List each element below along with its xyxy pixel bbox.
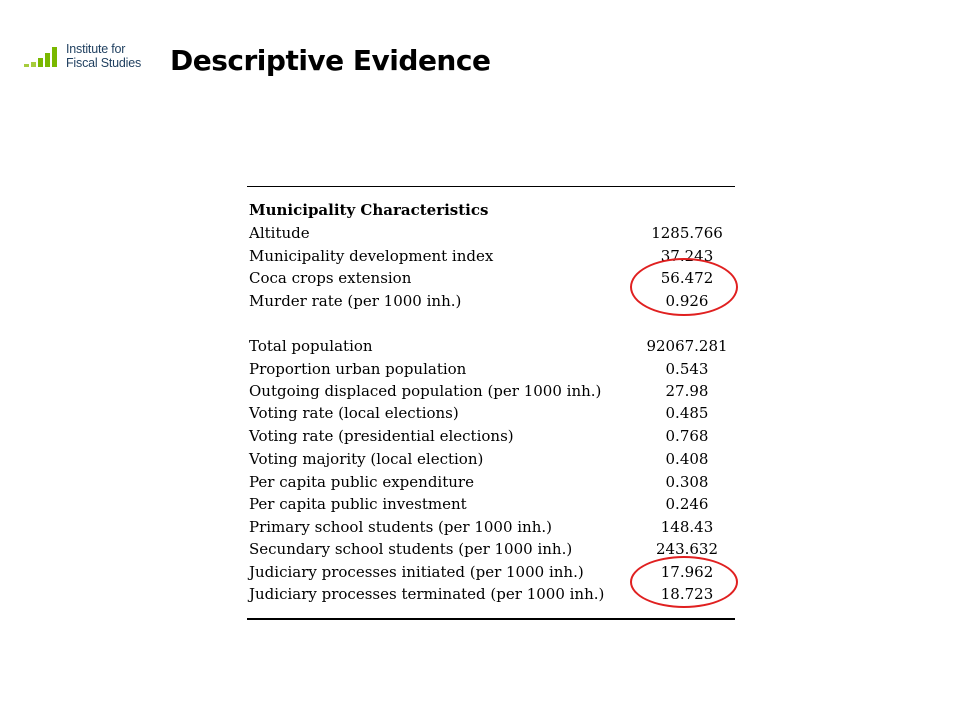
row-label: Murder rate (per 1000 inh.) bbox=[249, 292, 462, 310]
row-label: Judiciary processes initiated (per 1000 inh.) bbox=[249, 563, 584, 581]
logo-text-line2: Fiscal Studies bbox=[66, 56, 142, 70]
row-value: 0.543 bbox=[665, 360, 709, 378]
table-section-heading bbox=[247, 199, 735, 221]
row-value: 1285.766 bbox=[651, 224, 723, 242]
table-row bbox=[247, 380, 735, 402]
table-row bbox=[247, 493, 735, 515]
row-label: Voting majority (local election) bbox=[249, 450, 484, 468]
logo-text-line1: Institute for bbox=[66, 42, 126, 56]
row-label: Judiciary processes terminated (per 1000 inh.) bbox=[249, 585, 605, 603]
logo-bars-icon bbox=[24, 44, 64, 72]
row-value: 243.632 bbox=[655, 540, 719, 558]
row-label: Per capita public investment bbox=[249, 495, 467, 513]
row-label: Coca crops extension bbox=[249, 269, 412, 287]
highlight-ellipse-coca-murder bbox=[630, 258, 738, 316]
highlight-ellipse-judiciary bbox=[630, 556, 738, 608]
table-row bbox=[247, 358, 735, 380]
municipality-table bbox=[247, 186, 735, 603]
table-row bbox=[247, 222, 735, 244]
table-row bbox=[247, 471, 735, 493]
row-label: Altitude bbox=[249, 224, 310, 242]
row-value: 92067.281 bbox=[646, 337, 728, 355]
table-row bbox=[247, 402, 735, 424]
table-row bbox=[247, 425, 735, 447]
ifs-logo bbox=[24, 42, 154, 82]
section-heading-label: Municipality Characteristics bbox=[249, 201, 489, 219]
row-label: Total population bbox=[249, 337, 373, 355]
row-label: Outgoing displaced population (per 1000 inh.) bbox=[249, 382, 602, 400]
table-row bbox=[247, 448, 735, 470]
row-label: Proportion urban population bbox=[249, 360, 467, 378]
row-value: 56.472 bbox=[660, 269, 714, 287]
row-label: Voting rate (presidential elections) bbox=[249, 427, 514, 445]
row-value: 0.246 bbox=[665, 495, 709, 513]
table-row bbox=[247, 538, 735, 560]
row-value: 0.408 bbox=[665, 450, 709, 468]
row-value: 18.723 bbox=[660, 585, 714, 603]
row-value: 148.43 bbox=[660, 518, 714, 536]
row-value: 17.962 bbox=[660, 563, 714, 581]
row-label: Per capita public expenditure bbox=[249, 473, 474, 491]
row-value: 37.243 bbox=[660, 247, 714, 265]
row-value: 0.926 bbox=[665, 292, 709, 310]
table-bottom-rule bbox=[247, 618, 735, 620]
row-label: Secundary school students (per 1000 inh.) bbox=[249, 540, 573, 558]
row-value: 27.98 bbox=[665, 382, 709, 400]
row-label: Primary school students (per 1000 inh.) bbox=[249, 518, 552, 536]
page-title: Descriptive Evidence bbox=[170, 44, 491, 77]
row-value: 0.768 bbox=[665, 427, 709, 445]
row-label: Voting rate (local elections) bbox=[249, 404, 459, 422]
row-value: 0.308 bbox=[665, 473, 709, 491]
row-value: 0.485 bbox=[665, 404, 709, 422]
table-top-rule bbox=[247, 186, 735, 187]
table-row bbox=[247, 335, 735, 357]
row-label: Municipality development index bbox=[249, 247, 494, 265]
table-row bbox=[247, 516, 735, 538]
logo-text bbox=[66, 42, 141, 70]
